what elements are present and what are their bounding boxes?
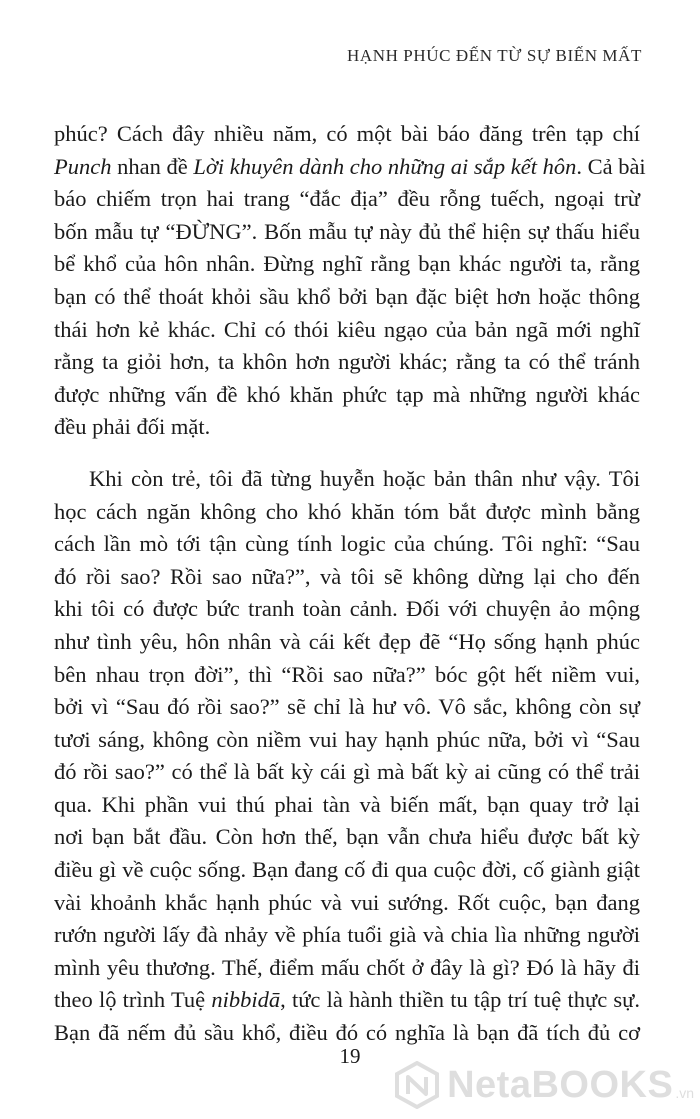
text-line-with-italics: Punch nhan đề Lời khuyên dành cho những ai sắp kết hôn. Cả bài <box>54 153 646 179</box>
text-line-with-italics: theo lộ trình Tuệ nibbidā, tức là hành thiền tu tập trí tuệ thực sự. <box>54 987 640 1013</box>
text-line: khi tôi có được bức tranh toàn cảnh. Đối với chuyện ảo mộng <box>54 596 640 622</box>
text-line: học cách ngăn không cho khó khăn tóm bắt được mình bằng <box>54 498 640 524</box>
watermark-brand: NetaBOOKS <box>447 1063 674 1106</box>
text-line: bể khổ của hôn nhân. Đừng nghĩ rằng bạn khác người ta, rằng <box>54 251 640 277</box>
text-line: bởi vì “Sau đó rồi sao?” sẽ chỉ là hư vô. Vô sắc, không còn sự <box>54 694 640 720</box>
body-text <box>54 118 646 1050</box>
text-line: báo chiếm trọn hai trang “đắc địa” đều rỗng tuếch, ngoại trừ <box>54 186 640 212</box>
running-header: HẠNH PHÚC ĐẾN TỪ SỰ BIẾN MẤT <box>346 46 642 65</box>
paragraph-2 <box>54 463 640 1050</box>
text-line: bạn có thể thoát khỏi sầu khổ bởi bạn đặc biệt hơn hoặc thông <box>54 283 640 309</box>
text-line: mình yêu thương. Thế, điểm mấu chốt ở đây là gì? Đó là hãy đi <box>54 954 640 980</box>
text-line: rướn người lấy đà nhảy về phía tuổi già và chia lìa những người <box>54 922 640 948</box>
text-line: đó rồi sao?” có thể là bất kỳ cái gì mà bất kỳ ai cũng có thể trải <box>54 759 640 785</box>
text-line: điều gì về cuộc sống. Bạn đang cố đi qua cuộc đời, cố giành giật <box>54 857 640 883</box>
watermark <box>393 1061 694 1109</box>
text-line: cách lần mò tới tận cùng tính logic của chúng. Tôi nghĩ: “Sau <box>54 531 640 557</box>
text-line: phúc? Cách đây nhiều năm, có một bài báo đăng trên tạp chí <box>54 121 640 146</box>
text-line: nơi bạn bắt đầu. Còn hơn thế, bạn vẫn chưa hiểu được bất kỳ <box>54 824 640 850</box>
text-line: bốn mẫu tự “ĐỪNG”. Bốn mẫu tự này đủ thể hiện sự thấu hiểu <box>54 218 640 244</box>
text-line: đều phải đối mặt. <box>54 414 211 440</box>
text-line: qua. Khi phần vui thú phai tàn và biến mất, bạn quay trở lại <box>54 791 640 817</box>
text-line: thái hơn kẻ khác. Chỉ có thói kiêu ngạo của bản ngã mới nghĩ <box>54 316 640 342</box>
italic-publication-name: Punch <box>54 153 112 179</box>
italic-pali-term: nibbidā <box>211 987 281 1013</box>
text-line: được những vấn đề khó khăn phức tạp mà những người khác <box>54 381 640 407</box>
italic-article-title: Lời khuyên dành cho những ai sắp kết hôn <box>193 153 577 179</box>
text-line: đó rồi sao? Rồi sao nữa?”, và tôi sẽ không dừng lại cho đến <box>54 563 640 589</box>
watermark-suffix: .vn <box>675 1085 694 1101</box>
text-line: Khi còn trẻ, tôi đã từng huyễn hoặc bản thân như vậy. Tôi <box>89 465 640 491</box>
text-line: vài khoảnh khắc hạnh phúc và vui sướng. Rốt cuộc, bạn đang <box>54 889 640 915</box>
text-line: như tình yêu, hôn nhân và cái kết đẹp đẽ “Họ sống hạnh phúc <box>54 628 640 654</box>
text-line: bên nhau trọn đời”, thì “Rồi sao nữa?” bóc gột hết niềm vui, <box>54 661 640 687</box>
text-line: tươi sáng, không còn niềm vui hay hạnh phúc nữa, bởi vì “Sau <box>54 726 640 752</box>
text-line: rằng ta giỏi hơn, ta khôn hơn người khác; rằng ta có thể tránh <box>54 349 640 375</box>
paragraph-1 <box>54 118 646 444</box>
text-line: Bạn đã nếm đủ sầu khổ, điều đó có nghĩa là bạn đã tích đủ cơ <box>54 1020 640 1046</box>
netabooks-logo-icon <box>393 1061 441 1109</box>
page-number: 19 <box>339 1044 361 1068</box>
